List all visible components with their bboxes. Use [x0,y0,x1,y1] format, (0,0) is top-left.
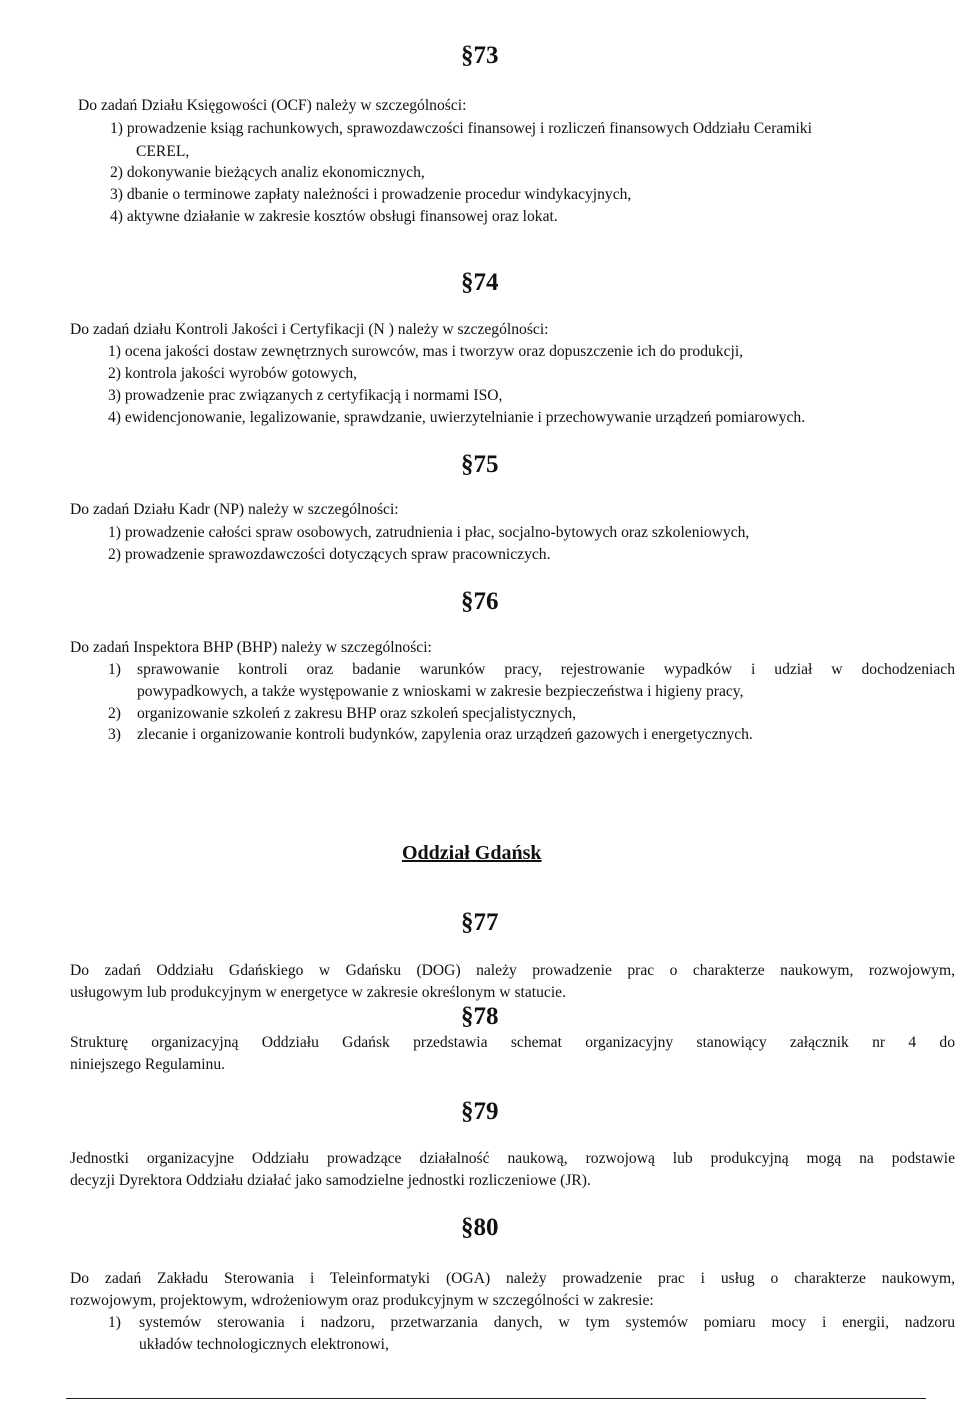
section-74-item: 1) ocena jakości dostaw zewnętrznych surowców, mas i tworzyw oraz dopuszczenie ich do produkcji, [108,343,744,360]
section-78-text-cont: niniejszego Regulaminu. [70,1056,226,1073]
section-74-item: 3) prowadzenie prac związanych z certyfikacją i normami ISO, [108,387,503,404]
paragraph-heading-77: §77 [461,909,499,936]
section-73-item: CEREL, [136,143,190,160]
section-76-item-number: 2) [108,705,121,722]
section-80-item-text: systemów sterowania i nadzoru, przetwarzania danych, w tym systemów pomiaru mocy i energii, nadzoru [139,1314,955,1331]
section-76-item-text: organizowanie szkoleń z zakresu BHP oraz szkoleń specjalistycznych, [137,705,577,722]
section-79-text-cont: decyzji Dyrektora Oddziału działać jako samodzielne jednostki rozliczeniowe (JR). [70,1172,591,1189]
section-80-text-cont: rozwojowym, projektowym, wdrożeniowym oraz produkcyjnym w szczególności w zakresie: [70,1292,654,1309]
section-73-item: 4) aktywne działanie w zakresie kosztów obsługi finansowej oraz lokat. [110,208,558,225]
paragraph-heading-74: §74 [461,269,499,296]
section-76-intro: Do zadań Inspektora BHP (BHP) należy w szczególności: [70,639,432,656]
section-77-text-cont: usługowym lub produkcyjnym w energetyce w zakresie określonym w statucie. [70,984,566,1001]
section-74-item: 4) ewidencjonowanie, legalizowanie, sprawdzanie, uwierzytelnianie i przechowywanie urządzeń pomiarowych. [108,409,806,426]
section-80-item-text-cont: układów technologicznych elektronowi, [139,1336,389,1353]
section-76-item-number: 1) [108,661,121,678]
footer-rule [66,1398,926,1399]
paragraph-heading-78: §78 [461,1003,499,1030]
section-73-item: 1) prowadzenie ksiąg rachunkowych, sprawozdawczości finansowej i rozliczeń finansowych Oddziału Ceramiki [110,120,812,137]
section-75-item: 1) prowadzenie całości spraw osobowych, zatrudnienia i płac, socjalno-bytowych oraz szkoleniowych, [108,524,750,541]
section-74-intro: Do zadań działu Kontroli Jakości i Certyfikacji (N ) należy w szczególności: [70,321,549,338]
section-75-item: 2) prowadzenie sprawozdawczości dotyczących spraw pracowniczych. [108,546,551,563]
paragraph-heading-75: §75 [461,451,499,478]
paragraph-heading-73: §73 [461,42,499,69]
section-79-text: Jednostki organizacyjne Oddziału prowadzące działalność naukową, rozwojową lub produkcyjną mogą na podstawie [70,1150,955,1167]
section-title: Oddział Gdańsk [402,842,542,864]
section-75-intro: Do zadań Działu Kadr (NP) należy w szczególności: [70,501,399,518]
paragraph-heading-76: §76 [461,588,499,615]
section-76-item-number: 3) [108,726,121,743]
section-73-item: 2) dokonywanie bieżących analiz ekonomicznych, [110,164,425,181]
section-74-item: 2) kontrola jakości wyrobów gotowych, [108,365,358,382]
section-76-item-text: sprawowanie kontroli oraz badanie warunków pracy, rejestrowanie wypadków i udział w dochodzeniach [137,661,955,678]
paragraph-heading-79: §79 [461,1098,499,1125]
section-77-text: Do zadań Oddziału Gdańskiego w Gdańsku (DOG) należy prowadzenie prac o charakterze naukowym, rozwojowym, [70,962,955,979]
paragraph-heading-80: §80 [461,1214,499,1241]
section-76-item-text-cont: powypadkowych, a także występowanie z wnioskami w zakresie bezpieczeństwa i higieny pracy, [137,683,744,700]
section-80-text: Do zadań Zakładu Sterowania i Teleinformatyki (OGA) należy prowadzenie prac i usług o charakterze naukowym, [70,1270,955,1287]
section-76-item-text: zlecanie i organizowanie kontroli budynków, zapylenia oraz urządzeń gazowych i energetycznych. [137,726,753,743]
section-73-intro: Do zadań Działu Księgowości (OCF) należy w szczególności: [78,97,467,114]
section-73-item: 3) dbanie o terminowe zapłaty należności i prowadzenie procedur windykacyjnych, [110,186,632,203]
section-80-item-number: 1) [108,1314,121,1331]
section-78-text: Strukturę organizacyjną Oddziału Gdańsk przedstawia schemat organizacyjny stanowiący załącznik nr 4 do [70,1034,955,1051]
